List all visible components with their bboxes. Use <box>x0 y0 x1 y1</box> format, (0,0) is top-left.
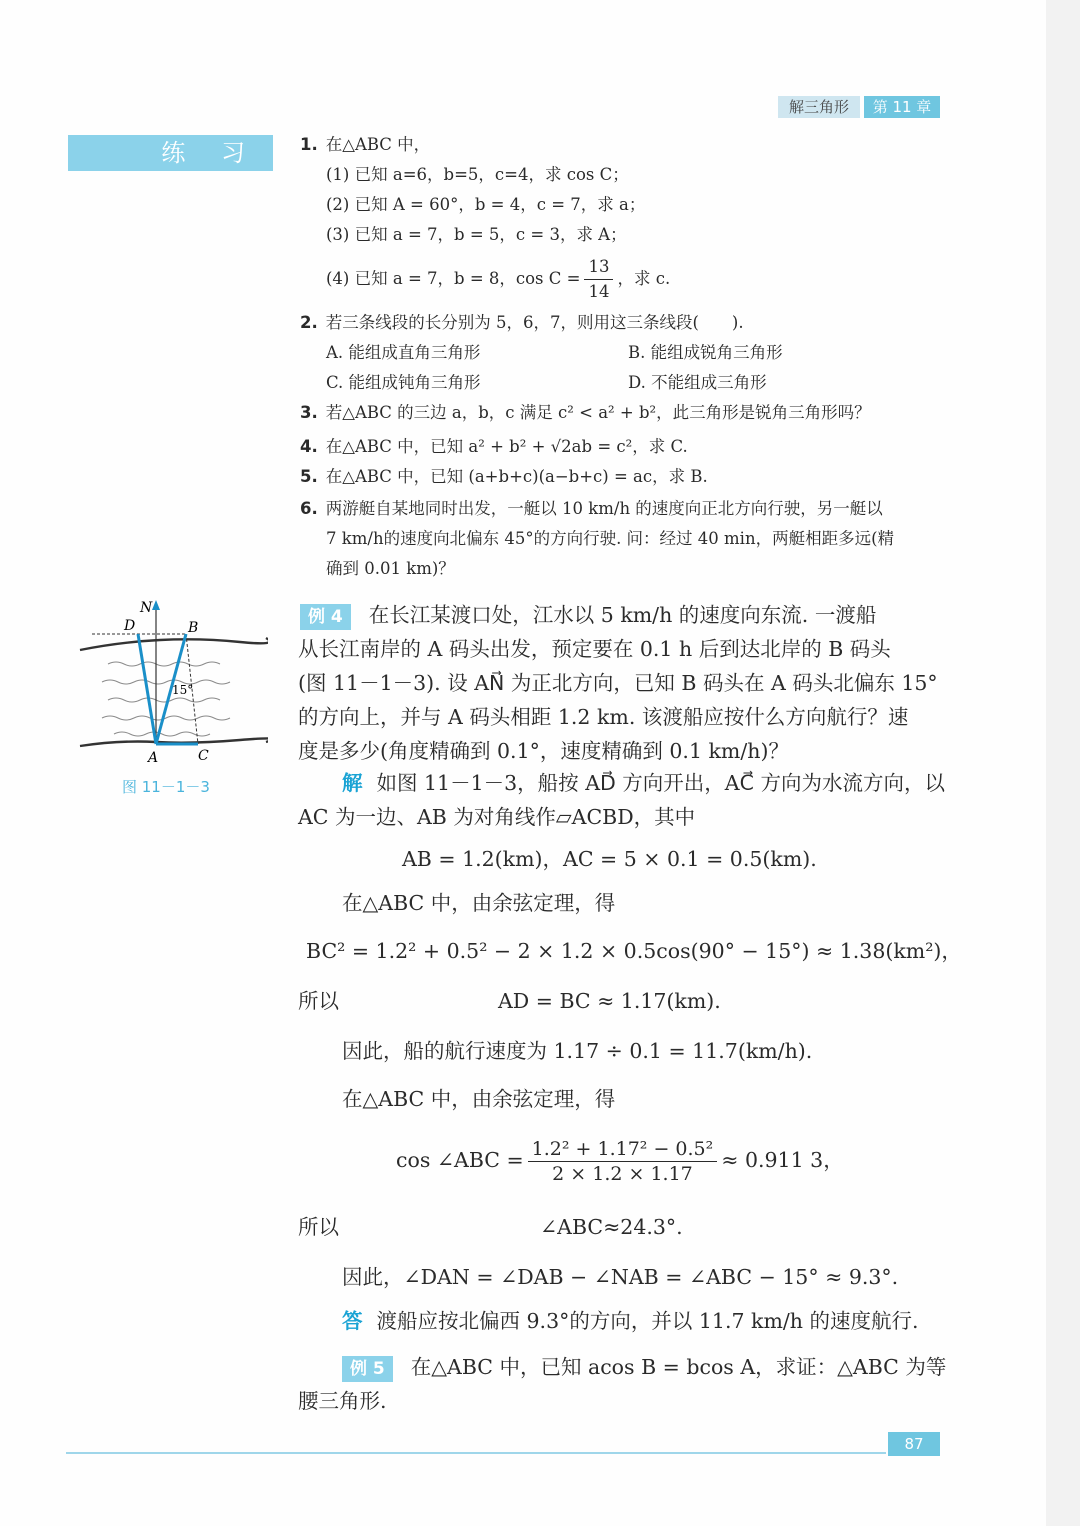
equation-angle-abc: ∠ABC≈24.3°. <box>540 1215 683 1239</box>
example-4-line-2: 从长江南岸的 A 码头出发，预定要在 0.1 h 后到达北岸的 B 码头 <box>298 637 891 661</box>
example-4-tag: 例 4 <box>300 604 351 630</box>
equation-ab-ac: AB = 1.2(km)，AC = 5 × 0.1 = 0.5(km). <box>402 847 817 871</box>
river-waves <box>102 662 230 736</box>
label-n: N <box>140 600 153 616</box>
example-4-line-3: (图 11－1－3). 设 AN⃗ 为正北方向，已知 B 码头在 A 码头北偏东 15° <box>298 671 938 695</box>
cosine-law-text-2: 在△ABC 中，由余弦定理，得 <box>342 1087 616 1111</box>
figure-caption: 图 11－1－3 <box>122 778 210 796</box>
solution-line-2: AC 为一边、AB 为对角线作▱ACBD，其中 <box>298 805 696 829</box>
so-text-2: 所以 <box>298 1215 339 1239</box>
speed-text: 因此，船的航行速度为 1.17 ÷ 0.1 = 11.7(km/h). <box>342 1039 813 1063</box>
chapter-number: 第 11 章 <box>864 96 940 118</box>
example-4-line-4: 的方向上，并与 A 码头相距 1.2 km. 该渡船应按什么方向航行？速 <box>298 705 909 729</box>
exercise-6-line-3: 确到 0.01 km)？ <box>326 559 455 578</box>
option-c: C. 能组成钝角三角形 <box>326 373 481 392</box>
equation-ad: AD = BC ≈ 1.17(km). <box>498 989 721 1013</box>
answer-label: 答 <box>342 1309 363 1333</box>
label-a: A <box>148 750 159 766</box>
equation-cos-abc: cos ∠ABC = $\frac{\text{1.2² + 1.17² − 0.5²}}{2 \times 1.2 \times 1.17}$ ≈ 0.911 3， <box>396 1138 844 1185</box>
exercise-1-part-3: (3) 已知 a = 7，b = 5，c = 3，求 A； <box>326 225 627 244</box>
cosine-law-text-1: 在△ABC 中，由余弦定理，得 <box>342 891 616 915</box>
exercise-1-part-4: (4) 已知 a = 7，b = 8，cos C = $\frac{13}{14}$ ，求 c. <box>326 254 670 304</box>
practice-banner <box>68 135 273 171</box>
example-5-line-1: 例 5 在△ABC 中，已知 acos B = bcos A，求证：△ABC 为等 <box>342 1350 946 1384</box>
practice-banner-text: 练 习 <box>161 139 259 167</box>
solution-line-1: 解 如图 11－1－3，船按 AD⃗ 方向开出，AC⃗ 方向为水流方向，以 <box>342 771 945 795</box>
label-b: B <box>188 620 199 636</box>
example-4-line-5: 度是多少(角度精确到 0.1°，速度精确到 0.1 km/h)？ <box>298 739 789 763</box>
page-number: 87 <box>888 1432 940 1456</box>
equation-bc: BC² = 1.2² + 0.5² − 2 × 1.2 × 0.5cos(90° − 15°) ≈ 1.38(km²)， <box>306 939 962 963</box>
exercise-6: 6. 两游艇自某地同时出发，一艇以 10 km/h 的速度向正北方向行驶，另一艇以 <box>300 499 883 518</box>
exercise-4: 4. 在△ABC 中，已知 a² + b² + √2ab = c²，求 C. <box>300 437 688 456</box>
so-text-1: 所以 <box>298 989 339 1013</box>
label-d: D <box>124 618 136 634</box>
option-d: D. 不能组成三角形 <box>628 373 767 392</box>
page-edge-shadow <box>1046 0 1080 1526</box>
answer-line: 答 渡船应按北偏西 9.3°的方向，并以 11.7 km/h 的速度航行. <box>342 1309 919 1333</box>
equation-dan: 因此，∠DAN = ∠DAB − ∠NAB = ∠ABC − 15° ≈ 9.3°. <box>342 1265 899 1289</box>
angle-label: 15° <box>172 683 194 697</box>
river-crossing-figure <box>78 596 268 768</box>
exercise-1-part-1: (1) 已知 a=6，b=5，c=4，求 cos C； <box>326 165 629 184</box>
vector-ad <box>138 634 156 744</box>
exercise-1: 1. 在△ABC 中， <box>300 135 431 154</box>
option-a: A. 能组成直角三角形 <box>326 343 481 362</box>
example-4-line-1: 例 4 在长江某渡口处，江水以 5 km/h 的速度向东流. 一渡船 <box>300 598 876 632</box>
exercise-5: 5. 在△ABC 中，已知 (a+b+c)(a−b+c) = ac，求 B. <box>300 467 708 486</box>
north-bank <box>80 638 268 650</box>
cos-fraction: $\frac{\text{1.2² + 1.17² − 0.5²}}{2 \times 1.2 \times 1.17}$ <box>528 1137 718 1186</box>
chapter-title: 解三角形 <box>778 96 860 118</box>
exercise-2: 2. 若三条线段的长分别为 5，6，7，则用这三条线段( ). <box>300 313 744 332</box>
label-c: C <box>198 748 209 764</box>
example-5-line-2: 腰三角形. <box>298 1389 387 1413</box>
north-arrowhead <box>152 600 160 610</box>
exercise-6-line-2: 7 km/h的速度向北偏东 45°的方向行驶. 问：经过 40 min，两艇相距多远(精 <box>326 529 895 548</box>
footer-rule <box>66 1452 886 1454</box>
solution-label: 解 <box>342 771 363 795</box>
fraction: $\frac{13}{14}$ <box>584 255 613 304</box>
exercise-3: 3. 若△ABC 的三边 a，b，c 满足 c² < a² + b²，此三角形是锐角三角形吗？ <box>300 403 871 422</box>
exercise-1-part-2: (2) 已知 A = 60°，b = 4，c = 7，求 a； <box>326 195 646 214</box>
option-b: B. 能组成锐角三角形 <box>628 343 783 362</box>
example-5-tag: 例 5 <box>342 1356 393 1382</box>
